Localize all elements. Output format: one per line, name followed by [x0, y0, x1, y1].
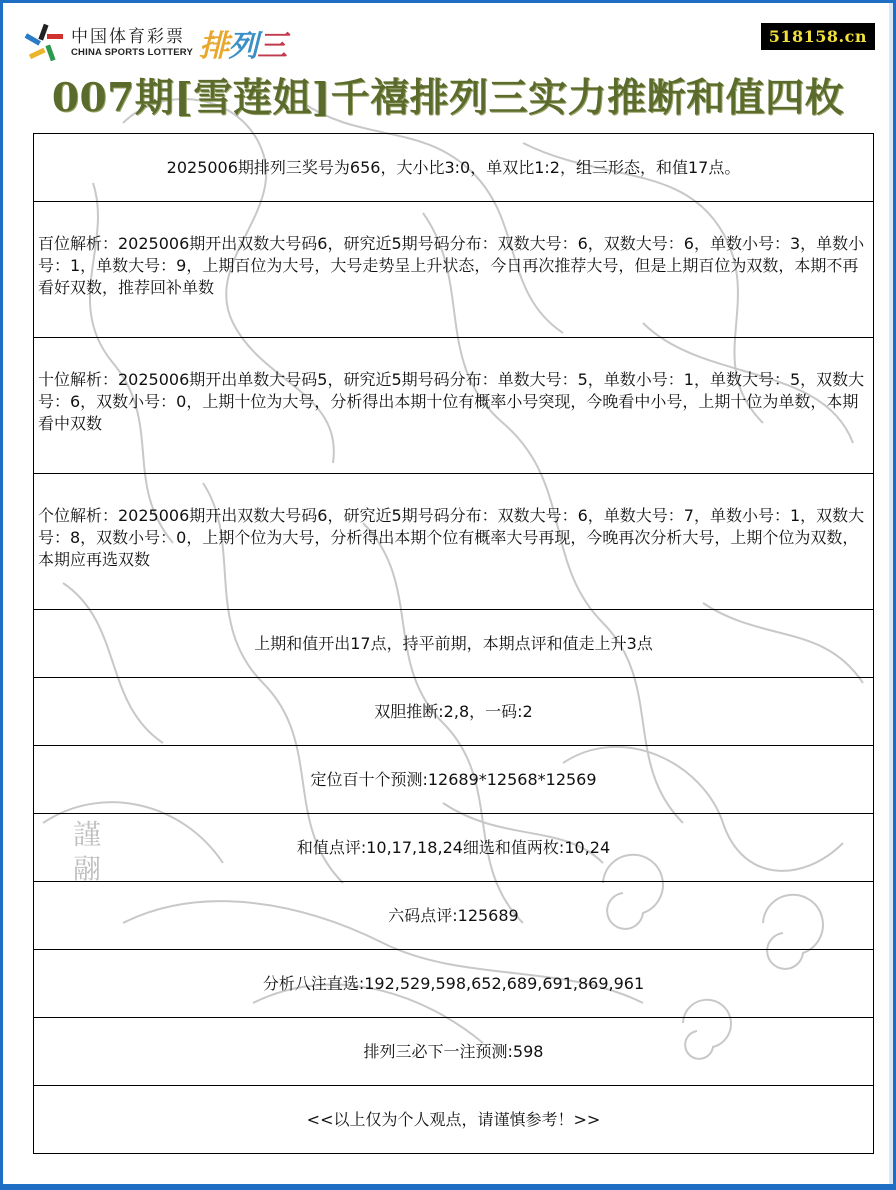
hundreds-analysis-cell	[34, 202, 874, 338]
site-badge[interactable]: 518158.cn	[761, 23, 875, 50]
double-bile-prediction: 双胆推断:2,8，一码:2	[34, 678, 874, 746]
table-row	[34, 1018, 874, 1086]
hundreds-analysis: 百位解析：2025006期开出双数大号码6，研究近5期号码分布：双数大号：6，双数大号：6，单数小号：3，单数小号：1，单数大号：9，上期百位为大号，大号走势呈上升状态，今日再次推荐大号，但是上期百位为双数，本期不再看好双数，推荐回补单数	[38, 233, 865, 297]
position-prediction: 定位百十个预测:12689*12568*12569	[34, 746, 874, 814]
tens-analysis: 十位解析：2025006期开出单数大号码5，研究近5期号码分布：单数大号：5，单数小号：1，单数大号：5，双数大号：6，双数小号：0，上期十位为大号，分析得出本期十位有概率小号突现，今晚看中小号，上期十位为单数，本期看中双数	[38, 369, 865, 433]
table-row	[34, 746, 874, 814]
table-row	[34, 610, 874, 678]
seal-char: 翮	[72, 852, 101, 885]
table-row	[34, 1086, 874, 1154]
table-row	[34, 814, 874, 882]
table-row	[34, 474, 874, 610]
sum-review: 和值点评:10,17,18,24细选和值两枚:10,24	[34, 814, 874, 882]
table-row	[34, 678, 874, 746]
table-row	[34, 950, 874, 1018]
china-sports-lottery-star-icon	[23, 21, 67, 65]
sum-trend: 上期和值开出17点，持平前期，本期点评和值走上升3点	[34, 610, 874, 678]
tens-analysis-cell	[34, 338, 874, 474]
table-row	[34, 134, 874, 202]
disclaimer: <<以上仅为个人观点，请谨慎参考！>>	[34, 1086, 874, 1154]
six-codes-review: 六码点评:125689	[34, 882, 874, 950]
seal-char: 謹	[72, 818, 101, 851]
brand-char: 排	[199, 29, 229, 64]
logo-brand-pailiesan	[199, 21, 286, 65]
brand-char: 三	[257, 29, 287, 64]
units-analysis-cell	[34, 474, 874, 610]
units-analysis: 个位解析：2025006期开出双数大号码6，研究近5期号码分布：双数大号：6，单数大号：7，单数小号：1，双数大号：8，双数小号：0，上期个位为大号，分析得出本期个位有概率大号再现，今晚再次分析大号，上期个位为双数，本期应再选双数	[38, 505, 865, 569]
brand-char: 列	[228, 29, 258, 64]
lottery-logo	[23, 21, 286, 65]
logo-name-cn: 中国体育彩票	[71, 27, 185, 47]
table-row	[34, 338, 874, 474]
single-pick-prediction: 排列三必下一注预测:598	[34, 1018, 874, 1086]
logo-name-en: CHINA SPORTS LOTTERY	[71, 47, 194, 58]
draw-summary: 2025006期排列三奖号为656，大小比3:0，单双比1:2，组三形态，和值17点。	[34, 134, 874, 202]
logo-text	[71, 27, 193, 59]
page-header	[3, 3, 893, 131]
table-row	[34, 882, 874, 950]
table-row	[34, 202, 874, 338]
page-title: 007期[雪莲姐]千禧排列三实力推断和值四枚	[51, 75, 845, 121]
eight-direct-picks: 分析八注直选:192,529,598,652,689,691,869,961	[34, 950, 874, 1018]
prediction-table	[33, 133, 874, 1154]
